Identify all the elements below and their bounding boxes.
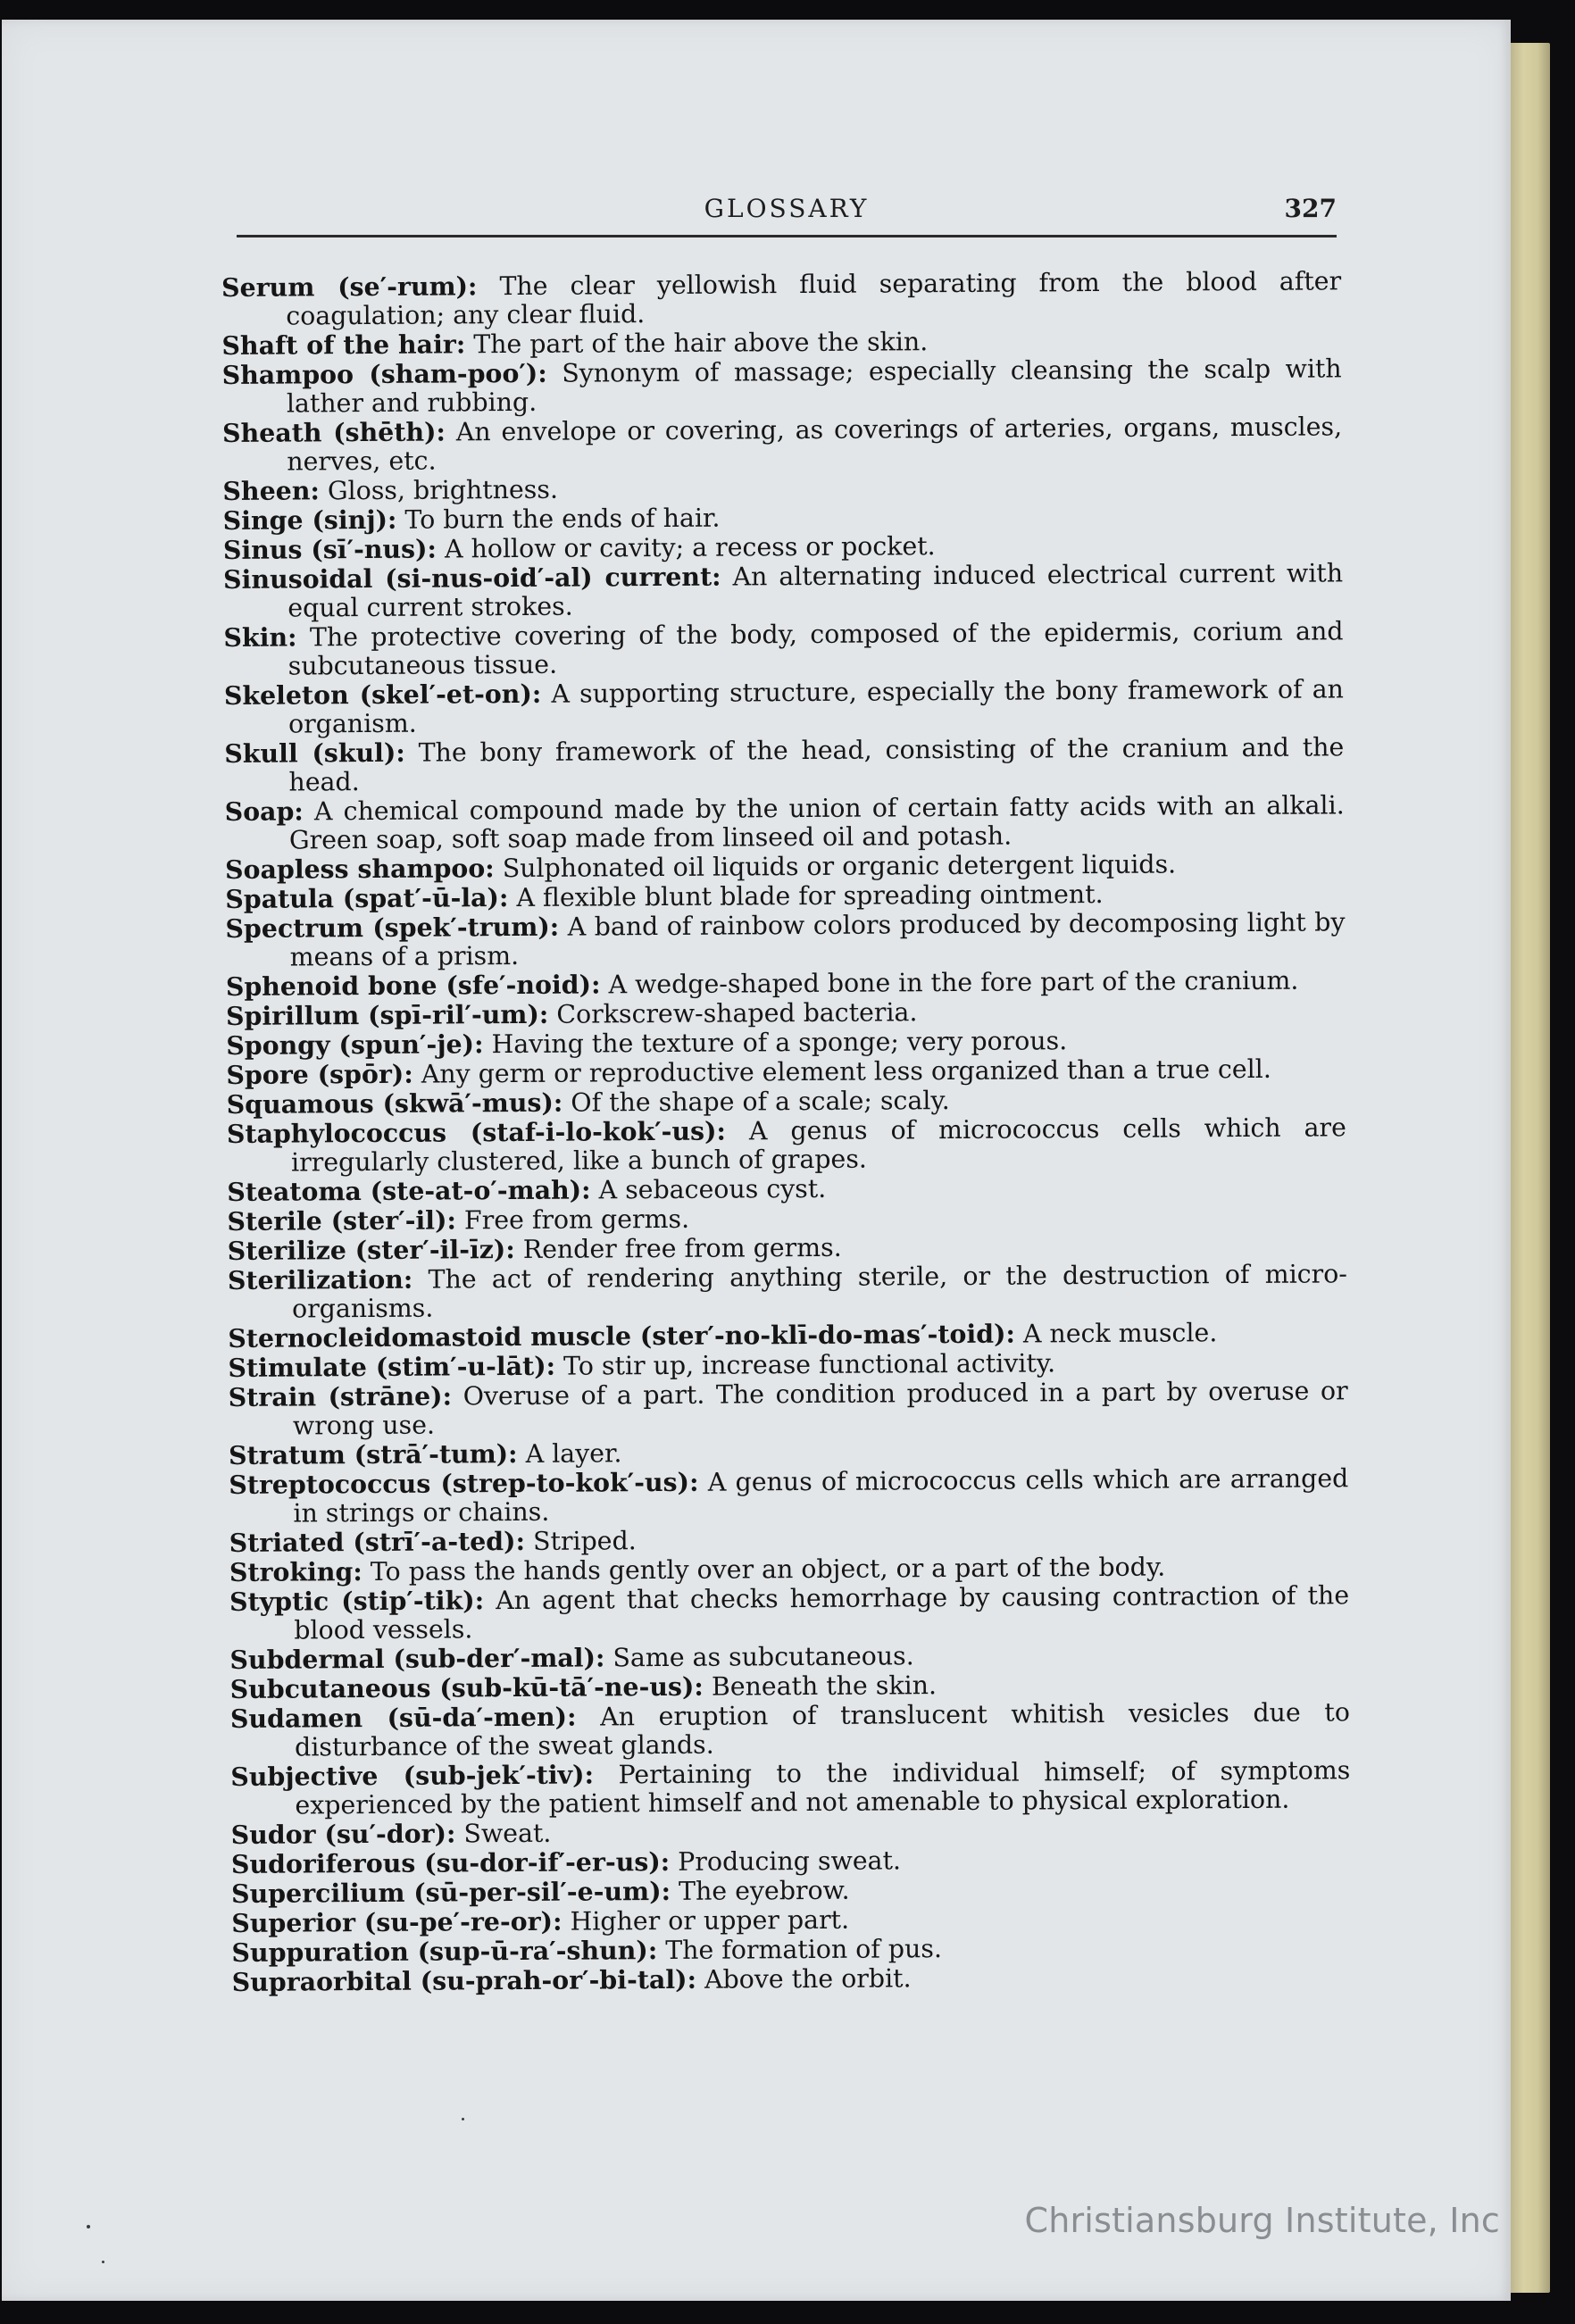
entry-definition: A sebaceous cyst.: [598, 1173, 827, 1205]
entry-definition: An alternating induced electrical current with equal current strokes.: [288, 558, 1344, 623]
entry-term: Soapless shampoo:: [224, 853, 495, 885]
entry-term: Sheath (shēth):: [221, 416, 446, 448]
entry-term: Spongy (spun′-je):: [226, 1029, 484, 1061]
entry-definition: Above the orbit.: [704, 1963, 912, 1995]
entry-term: Sterilize (ster′-il-īz):: [227, 1234, 515, 1266]
entry-term: Sudoriferous (su-dor-if′-er-us):: [230, 1845, 671, 1879]
entry-term: Sheen:: [222, 475, 320, 506]
entry-term: Steatoma (ste-at-o′-mah):: [227, 1174, 591, 1207]
glossary-entry: [223, 558, 1343, 623]
entry-term: Squamous (skwā′-mus):: [226, 1087, 563, 1120]
entry-definition: The clear yellowish fluid separating from the blood after coagulation; any clear fluid.: [286, 266, 1342, 331]
glossary-entry: [227, 1112, 1346, 1178]
entry-term: Stroking:: [229, 1556, 362, 1587]
entry-term: Spirillum (spī-ril′-um):: [225, 998, 549, 1031]
paper-speck: [462, 2118, 464, 2120]
entry-definition: Of the shape of a scale; scaly.: [571, 1086, 950, 1118]
entry-term: Sphenoid bone (sfe′-noid):: [225, 969, 601, 1002]
entry-definition: Corkscrew-shaped bacteria.: [556, 997, 918, 1029]
entry-definition: A supporting structure, especially the bony framework of an organism.: [288, 674, 1344, 739]
entry-definition: The eyebrow.: [678, 1875, 850, 1906]
entry-definition: The protective covering of the body, composed of the epidermis, corium and subcutaneous tissue.: [288, 616, 1344, 681]
entry-definition: An eruption of translucent whitish vesicles due to disturbance of the sweat glands.: [294, 1697, 1350, 1762]
entry-term: Spectrum (spek′-trum):: [225, 911, 560, 944]
entry-definition: Pertaining to the individual himself; of symptoms experienced by the patient himself and not amenable to physical exploration.: [295, 1755, 1351, 1820]
entry-definition: To stir up, increase functional activity.: [563, 1348, 1056, 1381]
entry-term: Supraorbital (su-prah-or′-bi-tal):: [231, 1963, 697, 1997]
entry-term: Subjective (sub-jek′-tiv):: [230, 1759, 595, 1792]
glossary-entry: [222, 354, 1342, 419]
glossary-entry: [224, 674, 1344, 739]
entry-definition: An envelope or covering, as coverings of arteries, organs, muscles, nerves, etc.: [287, 412, 1343, 477]
paper-speck: [102, 2261, 104, 2263]
entry-definition: To burn the ends of hair.: [404, 503, 721, 535]
glossary-entry: [232, 1961, 1352, 1997]
entry-term: Skin:: [223, 621, 297, 653]
entry-term: Suppuration (sup-ū-ra′-shun):: [231, 1935, 658, 1968]
entry-term: Superior (su-pe′-re-or):: [231, 1905, 562, 1938]
glossary-entry: [224, 732, 1344, 797]
entry-definition: Same as subcutaneous.: [612, 1641, 914, 1673]
entry-term: Sinusoidal (si-nus-oid′-al) current:: [222, 561, 721, 595]
entry-term: Strain (strāne):: [228, 1380, 453, 1412]
entry-definition: A chemical compound made by the union of certain fatty acids with an alkali. Green soap, soft soap made from linseed oil and potash.: [288, 790, 1345, 855]
entry-term: Spatula (spat′-ū-la):: [225, 882, 509, 914]
glossary-entry: [229, 1463, 1348, 1529]
running-header: [237, 176, 1337, 237]
glossary-entry: [221, 266, 1341, 331]
entry-term: Sternocleidomastoid muscle (ster′-no-klī-do-mas′-toid):: [228, 1318, 1016, 1354]
entry-definition: Higher or upper part.: [570, 1904, 850, 1937]
entry-term: Skull (skul):: [224, 737, 405, 769]
book-page: [2, 20, 1511, 2301]
entry-term: Sudor (su′-dor):: [230, 1818, 456, 1850]
entry-definition: A neck muscle.: [1022, 1318, 1218, 1349]
glossary-entry: [223, 616, 1343, 681]
entry-definition: Free from germs.: [463, 1204, 690, 1236]
glossary-entry: [228, 1259, 1347, 1324]
entry-term: Shaft of the hair:: [221, 329, 466, 361]
entry-term: Soap:: [224, 795, 304, 827]
entry-term: Sudamen (sū-da′-men):: [229, 1701, 577, 1734]
entry-definition: To pass the hands gently over an object, or a part of the body.: [370, 1552, 1166, 1587]
entry-definition: The bony framework of the head, consisting of the cranium and the head.: [288, 732, 1345, 797]
entry-term: Subdermal (sub-der′-mal):: [229, 1642, 605, 1675]
entry-definition: Striped.: [532, 1526, 637, 1556]
glossary-entry: [230, 1697, 1350, 1762]
entry-definition: Beneath the skin.: [711, 1670, 938, 1702]
entry-term: Staphylococcus (staf-i-lo-kok′-us):: [226, 1115, 727, 1149]
glossary-entry: [225, 790, 1345, 855]
entry-definition: Sweat.: [463, 1818, 552, 1849]
glossary-entry: [230, 1755, 1350, 1820]
entry-definition: Sulphonated oil liquids or organic detergent liquids.: [502, 849, 1177, 884]
entry-definition: A band of rainbow colors produced by decomposing light by means of a prism.: [289, 907, 1346, 972]
entry-term: Spore (spōr):: [226, 1058, 413, 1090]
glossary-entry: [229, 1376, 1348, 1441]
entry-term: Styptic (stip′-tik):: [229, 1585, 485, 1617]
paper-speck: [87, 2225, 90, 2228]
entry-definition: Having the texture of a sponge; very porous.: [491, 1026, 1068, 1060]
entry-term: Shampoo (sham-poo′):: [221, 357, 547, 390]
entry-definition: The act of rendering anything sterile, or the destruction of micro-organisms.: [291, 1259, 1347, 1324]
entry-term: Sinus (sī′-nus):: [222, 533, 438, 565]
entry-definition: The formation of pus.: [665, 1934, 943, 1965]
entry-term: Sterile (ster′-il):: [227, 1204, 457, 1237]
entry-term: Stimulate (stim′-u-lāt):: [228, 1350, 556, 1383]
entry-term: Singe (sinj):: [222, 504, 397, 536]
entry-term: Supercilium (sū-per-sil′-e-um):: [230, 1875, 671, 1909]
entry-definition: A genus of micrococcus cells which are arranged in strings or chains.: [293, 1463, 1349, 1529]
entry-definition: A hollow or cavity; a recess or pocket.: [444, 531, 936, 564]
entry-term: Stratum (strā′-tum):: [228, 1437, 518, 1470]
entry-definition: Gloss, brightness.: [327, 474, 559, 506]
entry-definition: An agent that checks hemorrhage by causing contraction of the blood vessels.: [294, 1580, 1350, 1645]
entry-definition: A flexible blunt blade for spreading ointment.: [516, 879, 1104, 912]
glossary-entry: [222, 412, 1342, 477]
entry-term: Sterilization:: [227, 1263, 413, 1295]
glossary-entry-list: [221, 266, 1352, 1997]
entry-definition: Overuse of a part. The condition produced in a part by overuse or wrong use.: [292, 1376, 1348, 1441]
page-number: 327: [1284, 194, 1337, 223]
entry-term: Serum (se′-rum):: [221, 271, 478, 303]
entry-term: Subcutaneous (sub-kū-tā′-ne-us):: [229, 1670, 704, 1704]
entry-definition: Synonym of massage; especially cleansing the scalp with lather and rubbing.: [286, 354, 1342, 419]
entry-definition: A genus of micrococcus cells which are irregularly clustered, like a bunch of grapes.: [290, 1112, 1346, 1178]
entry-definition: Any germ or reproductive element less organized than a true cell.: [421, 1054, 1271, 1089]
entry-definition: Producing sweat.: [678, 1845, 902, 1877]
entry-definition: The part of the hair above the skin.: [473, 327, 929, 360]
page-stack-edge: [1509, 43, 1550, 2293]
glossary-entry: [225, 907, 1345, 972]
entry-term: Skeleton (skel′-et-on):: [223, 678, 542, 711]
entry-term: Streptococcus (strep-to-kok′-us):: [229, 1466, 699, 1500]
entry-term: Striated (strī′-a-ted):: [229, 1525, 526, 1558]
glossary-entry: [229, 1580, 1349, 1645]
watermark-credit: Christiansburg Institute, Inc: [1024, 2201, 1500, 2240]
entry-definition: A wedge-shaped bone in the fore part of the cranium.: [608, 965, 1299, 1000]
header-title: GLOSSARY: [704, 194, 870, 223]
entry-definition: A layer.: [525, 1438, 622, 1469]
entry-definition: Render free from germs.: [522, 1232, 842, 1264]
